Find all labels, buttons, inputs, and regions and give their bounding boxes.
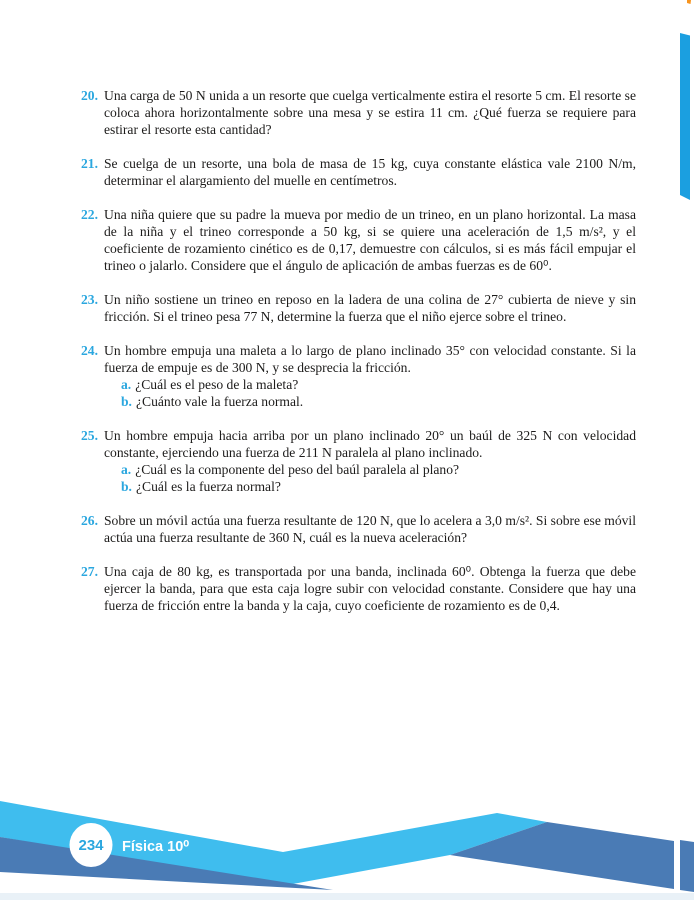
footer-ribbon xyxy=(0,785,694,900)
subitem-label: a. xyxy=(121,462,132,477)
footer-bottom-strip xyxy=(0,893,694,900)
problem-number: 21. xyxy=(81,156,98,171)
subitem-text: ¿Cuál es la componente del peso del baúl paralela al plano? xyxy=(135,462,460,477)
problem-number: 26. xyxy=(81,513,98,528)
problem-number: 20. xyxy=(81,88,98,103)
problem-list xyxy=(75,87,636,631)
problem-text: Una carga de 50 N unida a un resorte que cuelga verticalmente estira el resorte 5 cm. El resorte se coloca ahora horizontalmente sobre una mesa y se estira 11 cm. ¿Qué fuerza se requiere para estirar el resorte esta cantidad? xyxy=(104,88,636,137)
problem-text: Un hombre empuja hacia arriba por un plano inclinado 20° un baúl de 325 N con velocidad constante, ejerciendo una fuerza de 211 N paralela al plano inclinado. a. ¿Cuál es la componente del peso del baúl paralela al plano? b. ¿Cuál es la fuerza normal? xyxy=(104,428,636,494)
page-corner-orange-accent xyxy=(0,0,694,10)
problem-subitem xyxy=(104,393,636,410)
problem-text: Una caja de 80 kg, es transportada por una banda, inclinada 60⁰. Obtenga la fuerza que debe ejercer la banda, para que esta caja logre subir con velocidad constante. Considere que hay una fuerza de fricción entre la banda y la caja, cuyo coeficiente de rozamiento es de 0,4. xyxy=(104,564,636,613)
problem-number: 27. xyxy=(81,564,98,579)
problem-item xyxy=(75,427,636,495)
problem-item xyxy=(75,206,636,274)
problem-number: 24. xyxy=(81,343,98,358)
problem-item xyxy=(75,563,636,614)
problem-text: Sobre un móvil actúa una fuerza resultante de 120 N, que lo acelera a 3,0 m/s². Si sobre ese móvil actúa una fuerza resultante de 360 N, cuál es la nueva aceleración? xyxy=(104,513,636,545)
subitem-label: b. xyxy=(121,479,132,494)
problem-item xyxy=(75,87,636,138)
subitem-text: ¿Cuál es el peso de la maleta? xyxy=(135,377,299,392)
footer-subject-label: Física 10⁰ xyxy=(122,839,190,855)
problem-number: 25. xyxy=(81,428,98,443)
problem-text: Se cuelga de un resorte, una bola de masa de 15 kg, cuya constante elástica vale 2100 N/m, determinar el alargamiento del muelle en centímetros. xyxy=(104,156,636,188)
footer-right-bar xyxy=(680,840,694,892)
subitem-label: b. xyxy=(121,394,132,409)
problem-text: Un hombre empuja una maleta a lo largo de plano inclinado 35° con velocidad constante. Si la fuerza de empuje es de 300 N, y se desprecia la fricción. a. ¿Cuál es el peso de la maleta? b. ¿Cuánto vale la fuerza normal. xyxy=(104,343,636,409)
problem-item xyxy=(75,155,636,189)
problem-item xyxy=(75,342,636,410)
problem-number: 22. xyxy=(81,207,98,222)
problem-subitem xyxy=(104,376,636,393)
problem-item xyxy=(75,291,636,325)
problem-item xyxy=(75,512,636,546)
subitem-label: a. xyxy=(121,377,132,392)
problem-subitem xyxy=(104,461,636,478)
problem-text: Una niña quiere que su padre la mueva por medio de un trineo, en un plano horizontal. La masa de la niña y el trineo corresponde a 50 kg, si se quiere una aceleración de 1,5 m/s², y el coeficiente de rozamiento cinético es de 0,17, demuestre con cálculos, si es más fácil empujar el trineo o jalarlo. Considere que el ángulo de aplicación de ambas fuerzas es de 60⁰. xyxy=(104,207,636,273)
page-number: 234 xyxy=(78,837,104,854)
problem-text: Un niño sostiene un trineo en reposo en la ladera de una colina de 27° cubierta de nieve y sin fricción. Si el trineo pesa 77 N, determine la fuerza que el niño ejerce sobre el trineo. xyxy=(104,292,636,324)
problem-subitem xyxy=(104,478,636,495)
subitem-text: ¿Cuánto vale la fuerza normal. xyxy=(135,394,304,409)
problem-number: 23. xyxy=(81,292,98,307)
subitem-text: ¿Cuál es la fuerza normal? xyxy=(135,479,281,494)
